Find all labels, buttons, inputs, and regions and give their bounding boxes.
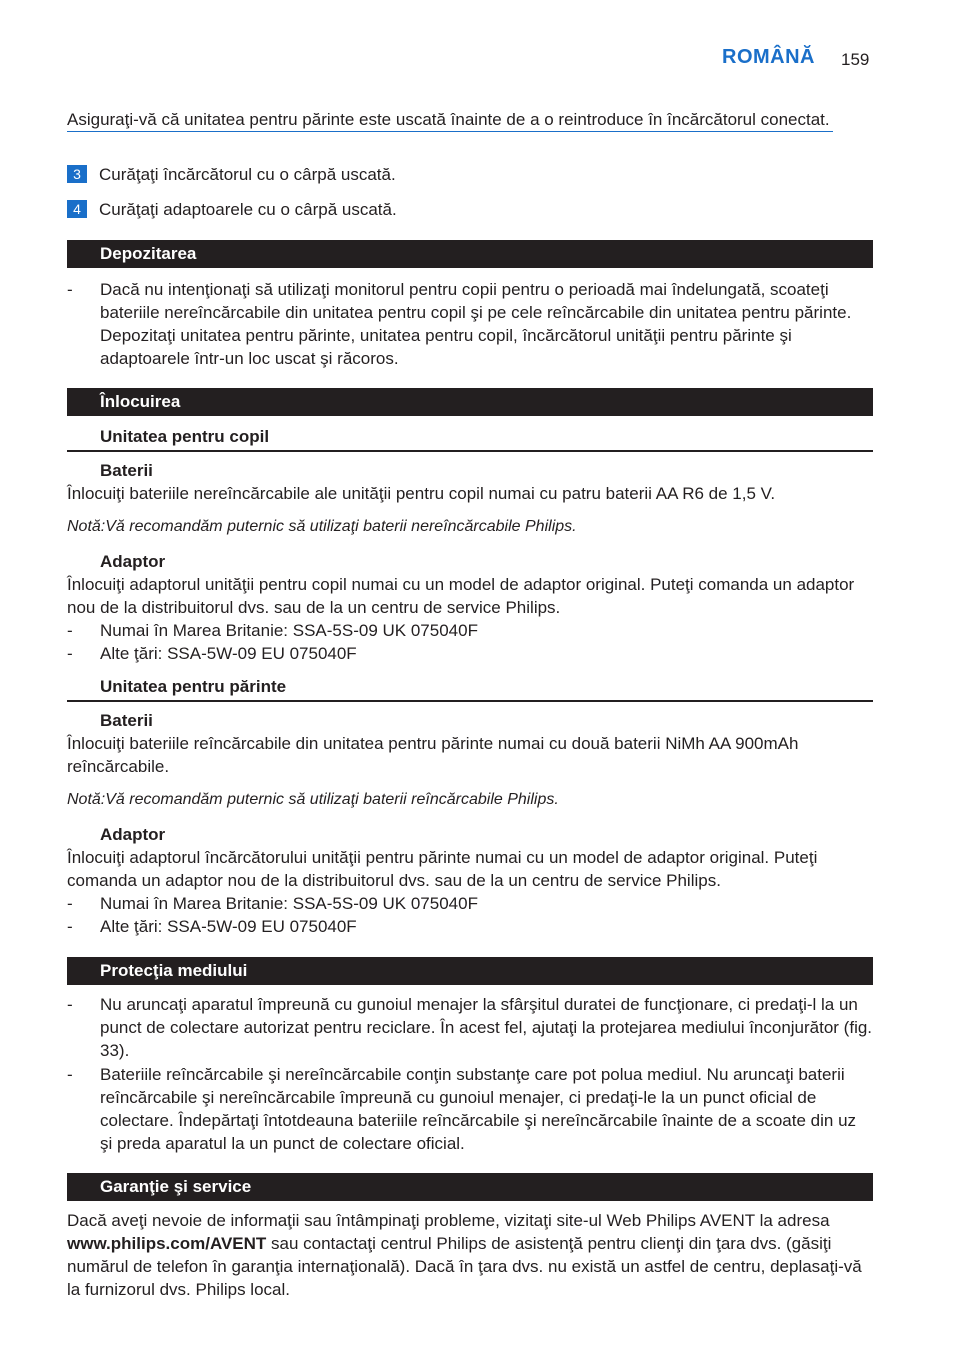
philips-url-link[interactable]: www.philips.com/AVENT [67, 1234, 267, 1253]
intro-note: Asiguraţi-vă că unitatea pentru părinte este uscată înainte de a o reintroduce în încărcătorul conectat. [67, 108, 833, 132]
paragraph: Înlocuiţi adaptorul unităţii pentru copil numai cu un model de adaptor original. Puteţi comanda un adaptor nou de la distribuitorul dvs. sau de la un centru de service Philips. [67, 575, 855, 617]
language-header: ROMÂNĂ [722, 46, 815, 68]
step-text: Curăţaţi încărcătorul cu o cârpă uscată. [99, 165, 396, 184]
list-item: - Dacă nu intenţionaţi să utilizaţi monitorul pentru copii pentru o perioadă mai îndelungată, scoateţi bateriile nereîncărcabile din unitatea pentru copil şi pe cele reîncărcabile din unitatea pentru părinte. Depozitaţi unitatea pentru părinte, unitatea pentru copil, încărcătorul unităţii pentru părinte şi adaptoarele într-un loc uscat şi răcoros. [67, 280, 852, 368]
step-number-badge: 3 [67, 165, 87, 183]
section-heading-replacement: Înlocuirea [67, 388, 873, 416]
step-text: Curăţaţi adaptoarele cu o cârpă uscată. [99, 200, 397, 219]
list-item: - Alte ţări: SSA-5W-09 EU 075040F [67, 917, 357, 936]
paragraph: Înlocuiţi bateriile nereîncărcabile ale unităţii pentru copil numai cu patru baterii AA R6 de 1,5 V. [67, 484, 776, 503]
subheading-adapter: Adaptor [100, 825, 166, 844]
note: Notă:Vă recomandăm puternic să utilizaţi baterii reîncărcabile Philips. [67, 791, 559, 808]
page-number: 159 [841, 50, 870, 69]
section-heading-storage: Depozitarea [67, 240, 873, 268]
subheading-parent-unit: Unitatea pentru părinte [67, 675, 873, 702]
guarantee-paragraph: Dacă aveţi nevoie de informaţii sau întâmpinaţi probleme, vizitaţi site-ul Web Philips AVENT la adresa www.philips.com/AVENT sau contactaţi centrul Philips de asistenţă pentru clienţi din ţara dvs. (găsiţi numărul de telefon în garanţia internaţională). Dacă în ţara dvs. nu există un astfel de centru, deplasaţi-vă la furnizorul dvs. Philips local. [67, 1211, 862, 1299]
paragraph: Înlocuiţi bateriile reîncărcabile din unitatea pentru părinte numai cu două baterii NiMh AA 900mAh reîncărcabile. [67, 734, 799, 776]
step-4 [67, 198, 397, 221]
step-3 [67, 163, 396, 186]
section-heading-environment: Protecţia mediului [67, 957, 873, 985]
list-item: - Numai în Marea Britanie: SSA-5S-09 UK 075040F [67, 894, 478, 913]
list-item: - Nu aruncaţi aparatul împreună cu gunoiul menajer la sfârşitul duratei de funcţionare, ci predaţi-l la un punct de colectare autorizat pentru reciclare. În acest fel, ajutaţi la protejarea mediului înconjurător (fig. 33). [67, 995, 873, 1060]
note: Notă:Vă recomandăm puternic să utilizaţi baterii nereîncărcabile Philips. [67, 518, 577, 535]
subheading-batteries: Baterii [100, 711, 153, 730]
step-number-badge: 4 [67, 200, 87, 218]
subheading-baby-unit: Unitatea pentru copil [67, 425, 873, 452]
list-item: - Numai în Marea Britanie: SSA-5S-09 UK 075040F [67, 621, 478, 640]
section-heading-guarantee: Garanţie şi service [67, 1173, 873, 1201]
subheading-batteries: Baterii [100, 461, 153, 480]
list-item: - Alte ţări: SSA-5W-09 EU 075040F [67, 644, 357, 663]
paragraph: Înlocuiţi adaptorul încărcătorului unităţii pentru părinte numai cu un model de adaptor original. Puteţi comanda un adaptor nou de la distribuitorul dvs. sau de la un centru de service Philips. [67, 848, 818, 890]
list-item: - Bateriile reîncărcabile şi nereîncărcabile conţin substanţe care pot polua mediul. Nu aruncaţi baterii reîncărcabile şi nereîncărcabile împreună cu gunoiul menajer, ci predaţi-le la un punct oficial de colectare. Îndepărtaţi întotdeauna bateriile reîncărcabile şi nereîncărcabile înainte de a scoate din uz şi preda aparatul la un punct de colectare oficial. [67, 1065, 857, 1153]
subheading-adapter: Adaptor [100, 552, 166, 571]
